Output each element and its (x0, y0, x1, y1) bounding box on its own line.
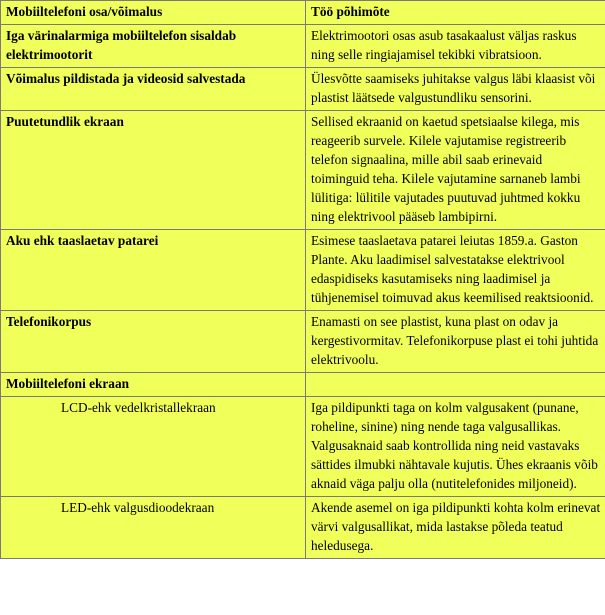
table-row (1, 397, 605, 497)
table-row (1, 497, 605, 559)
row-part: Mobiiltelefoni ekraan (1, 373, 306, 397)
row-principle: Enamasti on see plastist, kuna plast on odav ja kergestivormitav. Telefonikorpuse plast ei tohi juhtida elektrivoolu. (306, 311, 605, 373)
row-principle: Elektrimootori osas asub tasakaalust väljas raskus ning selle ringiajamisel tekibki vibratsioon. (306, 25, 605, 68)
row-part: Võimalus pildistada ja videosid salvestada (1, 68, 306, 111)
row-principle (306, 373, 605, 397)
row-part: Iga värinalarmiga mobiiltelefon sisaldab elektrimootorit (1, 25, 306, 68)
table-row (1, 68, 605, 111)
table-row (1, 25, 605, 68)
row-part: LCD-ehk vedelkristallekraan (1, 397, 306, 497)
row-principle: Sellised ekraanid on kaetud spetsiaalse kilega, mis reageerib survele. Kilele vajutamise registreerib telefon signaalina, mille abil saab erinevaid toiminguid teha. Kilele vajutamine sarnaneb lambi lülitiga: lülitile vajutades puutuvad juhtmed kokku ning elektrivool pääseb lambipirni. (306, 111, 605, 230)
row-part: LED-ehk valgusdioodekraan (1, 497, 306, 559)
row-part: Aku ehk taaslaetav patarei (1, 230, 306, 311)
row-principle: Akende asemel on iga pildipunkti kohta kolm erinevat värvi valgusallikat, mida lastakse põleda teatud heledusega. (306, 497, 605, 559)
row-principle: Iga pildipunkti taga on kolm valgusakent (punane, roheline, sinine) ning nende taga valgusallikas. Valgusaknaid saab kontrollida ning neid vastavaks sättides ilmubki nähtavale kujutis. Ühes ekraanis võib aknaid väga palju olla (nutitelefonides miljoneid). (306, 397, 605, 497)
header-principle: Töö põhimõte (306, 1, 605, 25)
row-part: Puutetundlik ekraan (1, 111, 306, 230)
header-part: Mobiiltelefoni osa/võimalus (1, 1, 306, 25)
table-header-row (1, 1, 605, 25)
table-row (1, 111, 605, 230)
table-row (1, 311, 605, 373)
row-principle: Esimese taaslaetava patarei leiutas 1859.a. Gaston Plante. Aku laadimisel salvestatakse elektrivool edaspidiseks kasutamiseks ning laadimisel ja tühjenemisel toimuvad akus keemilised reaktsioonid. (306, 230, 605, 311)
table-row (1, 230, 605, 311)
row-principle: Ülesvõtte saamiseks juhitakse valgus läbi klaasist või plastist läätsede valgustundliku sensorini. (306, 68, 605, 111)
table-row (1, 373, 605, 397)
row-part: Telefonikorpus (1, 311, 306, 373)
